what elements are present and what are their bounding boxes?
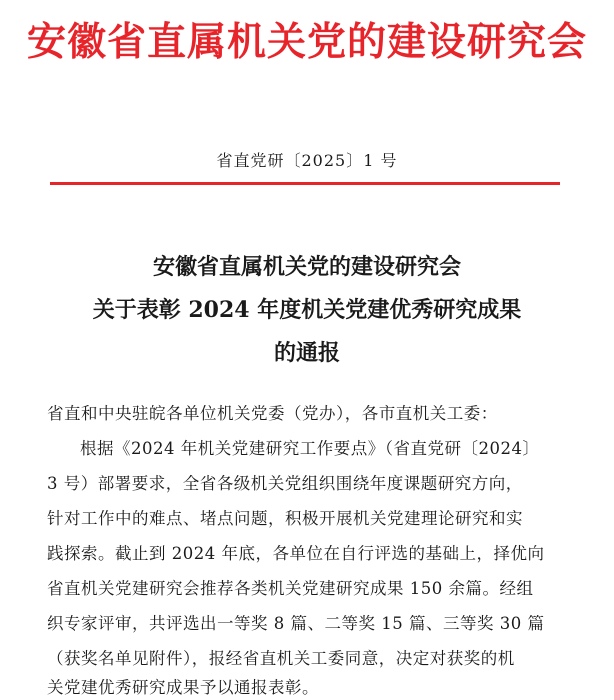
masthead-title: 安徽省直属机关党的建设研究会 <box>26 19 587 65</box>
body-line: 关党建优秀研究成果予以通报表彰。 <box>47 678 319 697</box>
body-line: 省直机关党建研究会推荐各类机关党建研究成果 150 余篇。经组 <box>47 579 534 598</box>
document-title-line-2: 关于表彰 2024 年度机关党建优秀研究成果 <box>92 297 522 323</box>
document-title-line-3: 的通报 <box>273 340 340 366</box>
body-line: 践探索。截止到 2024 年底，各单位在自行评选的基础上，择优向 <box>47 544 545 563</box>
salutation: 省直和中央驻皖各单位机关党委（党办），各市直机关工委： <box>47 404 498 423</box>
body-line: 根据《2024 年机关党建研究工作要点》（省直党研〔2024〕 <box>80 439 540 458</box>
red-divider-line <box>50 182 560 185</box>
body-line: 3 号）部署要求，全省各级机关党组织围绕年度课题研究方向， <box>47 474 523 493</box>
document-number: 省直党研〔2025〕1 号 <box>216 151 398 170</box>
body-line: 织专家评审，共评选出一等奖 8 篇、二等奖 15 篇、三等奖 30 篇 <box>47 614 545 633</box>
body-line: （获奖名单见附件），报经省直机关工委同意，决定对获奖的机 <box>47 649 515 668</box>
body-line: 针对工作中的难点、堵点问题，积极开展机关党建理论研究和实 <box>47 509 523 528</box>
document-title-line-1: 安徽省直属机关党的建设研究会 <box>152 254 461 280</box>
